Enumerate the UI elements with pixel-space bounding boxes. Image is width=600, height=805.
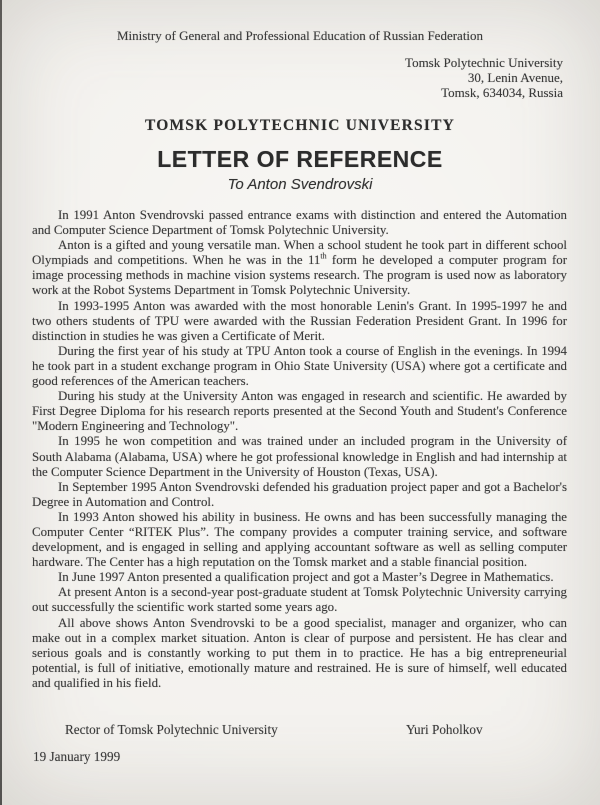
sender-address-block (405, 55, 563, 101)
paragraph: During the first year of his study at TPU Anton took a course of English in the evenings. In 1994 he took part in a student exchange program in Ohio State University (USA) where got a certificate and good references of the American teachers. (32, 343, 567, 389)
signature-role: Rector of Tomsk Polytechnic University (65, 722, 278, 737)
paragraph: In 1993 Anton showed his ability in business. He owns and has been successfully managing the Computer Center “RITEK Plus”. The company provides a computer training service, and software development, and is engaged in selling and applying accountant software as well as selling computer hardware. The Center has a high reputation on the Tomsk market and a stable financial position. (32, 509, 567, 570)
signature-row (32, 722, 567, 738)
signature-name: Yuri Poholkov (406, 722, 483, 737)
address-line-university: Tomsk Polytechnic University (405, 55, 563, 70)
paragraph: All above shows Anton Svendrovski to be a good specialist, manager and organizer, who can make out in a complex market situation. Anton is clear of purpose and persistent. He has clear and serious goals and is constantly working to put them in to practice. He has a big entrepreneurial potential, is full of initiative, emotionally mature and restrained. He is sure of himself, well educated and qualified in his field. (32, 615, 567, 690)
paragraph: In 1995 he won competition and was trained under an included program in the University of South Alabama (Alabama, USA) where he got professional knowledge in English and had internship at the Computer Science Department in the University of Houston (Texas, USA). (32, 434, 567, 479)
ministry-header-line: Ministry of General and Professional Education of Russian Federation (116, 28, 484, 43)
letter-subtitle: To Anton Svendrovski (227, 176, 373, 193)
date-line: 19 January 1999 (33, 749, 121, 764)
paragraph: In June 1997 Anton presented a qualification project and got a Master’s Degree in Mathematics. (58, 570, 554, 585)
paragraph: Anton is a gifted and young versatile man. When a school student he took part in different school Olympiads and competitions. When he was in the 11th form he developed a computer program for image processing methods in machine vision systems research. The program is used now as laboratory work at the Robot Systems Department in Tomsk Polytechnic University. (32, 238, 568, 298)
letter-title: LETTER OF REFERENCE (157, 146, 443, 172)
address-line-city: Tomsk, 634034, Russia (441, 85, 563, 101)
paragraph: In 1991 Anton Svendrovski passed entrance exams with distinction and entered the Automation and Computer Science Department of Tomsk Polytechnic University. (32, 208, 567, 238)
paragraph: In September 1995 Anton Svendrovski defended his graduation project paper and got a Bachelor's Degree in Automation and Control. (32, 479, 567, 509)
paragraph: In 1993-1995 Anton was awarded with the most honorable Lenin's Grant. In 1995-1997 he and two others students of TPU were awarded with the Russian Federation President Grant. In 1996 for distinction in studies he was given a Certificate of Merit. (32, 298, 567, 343)
address-line-street: 30, Lenin Avenue, (467, 70, 563, 86)
university-title: TOMSK POLYTECHNIC UNIVERSITY (144, 117, 456, 134)
paragraph: At present Anton is a second-year post-graduate student at Tomsk Polytechnic University carrying out successfully the scientific work started some years ago. (32, 585, 567, 615)
paragraph: During his study at the University Anton was engaged in research and scientific. He awarded by First Degree Diploma for his research reports presented at the Second Youth and Student's Conference "Modern Engineering and Technology". (32, 389, 567, 434)
letter-body (32, 208, 567, 691)
